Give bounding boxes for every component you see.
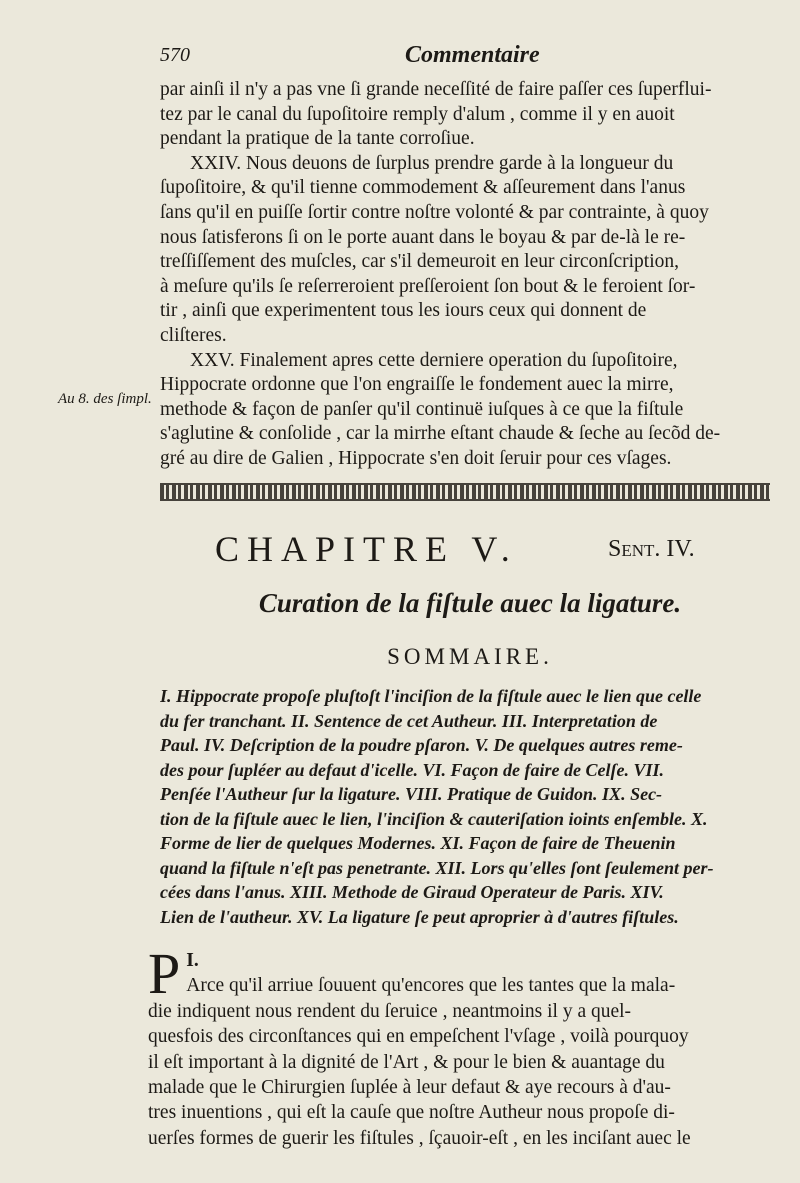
summary-line: Penſée l'Autheur ſur la ligature. VIII. Pratique de Guidon. IX. Sec- bbox=[160, 784, 663, 804]
text-line: ſans qu'il en puiſſe ſortir contre noſtre volonté & par contrainte, à quoy bbox=[160, 201, 709, 223]
summary-line: Paul. IV. Deſcription de la poudre pſaron. V. De quelques autres reme- bbox=[160, 735, 683, 755]
top-paragraphs bbox=[160, 78, 780, 472]
text-line: XXIV. Nous deuons de ſurplus prendre garde à la longueur du bbox=[190, 152, 674, 174]
text-line: pendant la pratique de la tante corroſiue. bbox=[160, 128, 475, 150]
page-number: 570 bbox=[160, 44, 190, 66]
body-line: Arce qu'il arriue ſouuent qu'encores que les tantes que la mala- bbox=[186, 975, 676, 997]
body-paragraph bbox=[148, 941, 780, 1151]
running-title: Commentaire bbox=[405, 42, 540, 68]
body-line: tres inuentions , qui eſt la cauſe que noſtre Autheur nous propoſe di- bbox=[148, 1102, 675, 1124]
text-line: methode & façon de panſer qu'il continuë iuſques à ce que la fiſtule bbox=[160, 398, 684, 420]
summary-block bbox=[160, 684, 780, 929]
sommaire-heading: SOMMAIRE. bbox=[387, 644, 553, 669]
ornament-band bbox=[160, 483, 770, 501]
body-line: il eſt important à la dignité de l'Art , & pour le bien & auantage du bbox=[148, 1051, 665, 1073]
text-line: tir , ainſi que experimentent tous les iours ceux qui donnent de bbox=[160, 300, 647, 322]
margin-note: Au 8. des ſimpl. bbox=[58, 391, 152, 407]
summary-line: cées dans l'anus. XIII. Methode de Giraud Operateur de Paris. XIV. bbox=[160, 882, 664, 902]
chapter-subtitle: Curation de la fiſtule auec la ligature. bbox=[258, 588, 682, 618]
text-line: gré au dire de Galien , Hippocrate s'en doit ſeruir pour ces vſages. bbox=[160, 447, 672, 469]
text-line: nous ſatisferons ſi on le porte auant dans le boyau & par de-là le re- bbox=[160, 226, 686, 248]
summary-line: tion de la fiſtule auec le lien, l'inciſion & cauteriſation ioints enſemble. X. bbox=[160, 808, 708, 829]
running-head bbox=[160, 42, 780, 72]
body-line: die indiquent nous rendent du ſeruice , neantmoins il y a quel- bbox=[148, 1000, 632, 1022]
text-line: ſupoſitoire, & qu'il tienne commodement & aſſeurement dans l'anus bbox=[160, 177, 686, 199]
text-line: cliſteres. bbox=[160, 324, 227, 346]
sent-label: Sent. IV. bbox=[608, 536, 695, 562]
text-line: à meſure qu'ils ſe reſerreroient preſſeroient ſon bout & le feroient ſor- bbox=[160, 275, 696, 297]
drop-cap: P bbox=[148, 941, 181, 1006]
summary-line: Forme de lier de quelques Modernes. XI. Façon de faire de Theuenin bbox=[160, 833, 676, 853]
chapter-title: CHAPITRE V. bbox=[215, 529, 518, 569]
text-line: par ainſi il n'y a pas vne ſi grande neceſſité de faire paſſer ces ſuperflui- bbox=[160, 79, 712, 100]
body-line: malade que le Chirurgien ſuplée à leur defaut & aye recours à d'au- bbox=[148, 1077, 671, 1099]
text-line: Hippocrate ordonne que l'on engraiſſe le fondement auec la mirre, bbox=[160, 374, 674, 396]
text-line: tez par le canal du ſupoſitoire remply d'alum , comme il y en auoit bbox=[160, 103, 675, 125]
summary-line: I. Hippocrate propoſe pluſtoſt l'inciſion de la fiſtule auec le lien que celle bbox=[160, 686, 702, 706]
summary-line: quand la fiſtule n'eſt pas penetrante. XII. Lors qu'elles ſont ſeulement per- bbox=[160, 857, 714, 878]
body-line: uerſes formes de guerir les fiſtules , ſçauoir-eſt , en les inciſant auec le bbox=[148, 1127, 691, 1149]
paragraph-number: I. bbox=[186, 950, 199, 971]
summary-line: du fer tranchant. II. Sentence de cet Autheur. III. Interpretation de bbox=[160, 710, 658, 731]
text-line: s'aglutine & conſolide , car la mirrhe eſtant chaude & ſeche au ſecõd de- bbox=[160, 423, 721, 445]
body-line: quesfois des circonſtances qui en empeſchent l'vſage , voilà pourquoy bbox=[148, 1026, 689, 1048]
text-line: XXV. Finalement apres cette derniere operation du ſupoſitoire, bbox=[190, 349, 678, 371]
summary-line: des pour ſupléer au defaut d'icelle. VI. Façon de faire de Celſe. VII. bbox=[160, 759, 664, 780]
summary-line: Lien de l'autheur. XV. La ligature ſe peut aproprier à d'autres fiſtules. bbox=[160, 906, 679, 927]
text-line: treſſiſſement des muſcles, car s'il demeuroit en leur circonſcription, bbox=[160, 251, 680, 273]
